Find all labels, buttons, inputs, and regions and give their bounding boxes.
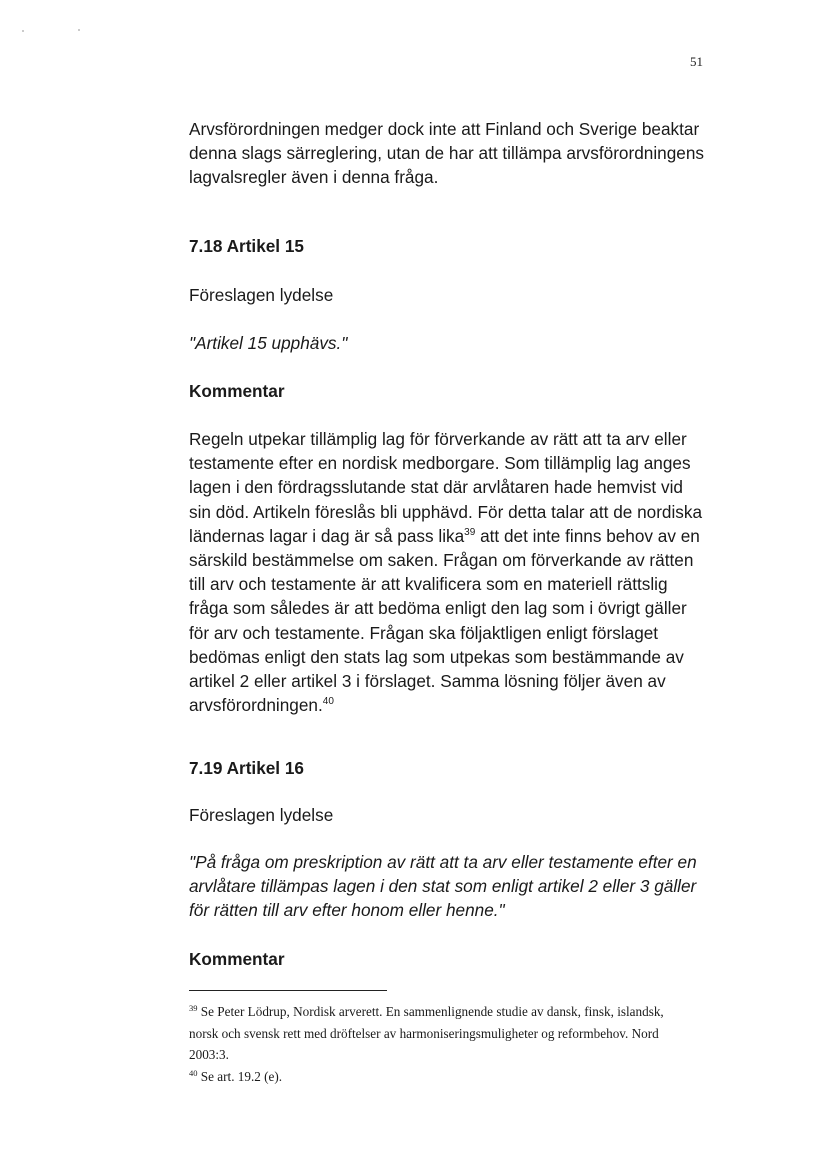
footnote-39 xyxy=(189,1001,689,1066)
footnote-40 xyxy=(189,1066,689,1088)
footnote-separator xyxy=(189,990,387,991)
footnote-number: 39 xyxy=(189,1003,198,1013)
scan-speck xyxy=(22,30,24,32)
section-heading-7-18: 7.18 Artikel 15 xyxy=(189,236,304,256)
footnote-ref-40[interactable]: 40 xyxy=(322,696,334,708)
proposed-wording-label: Föreslagen lydelse xyxy=(189,285,334,305)
footnote-text: Se art. 19.2 (e). xyxy=(200,1068,283,1084)
footnote-number: 40 xyxy=(189,1067,198,1078)
footnote-text: Se Peter Lödrup, Nordisk arverett. En sammenlignende studie av dansk, finsk, islandsk, norsk och svensk rett med dröftelser av harmoniseringsmuligheter og reformbehov. Nord 2003:3. xyxy=(189,1004,664,1062)
intro-paragraph: Arvsförordningen medger dock inte att Finland och Sverige beaktar denna slags särreglering, utan de har att tillämpa arvsförordningens lagvalsregler även i denna fråga. xyxy=(189,119,704,188)
proposed-wording-text: "Artikel 15 upphävs." xyxy=(189,333,348,353)
proposed-wording-label: Föreslagen lydelse xyxy=(189,805,334,825)
comment-paragraph xyxy=(189,427,709,717)
comment-heading: Kommentar xyxy=(189,949,285,969)
section-heading-7-19: 7.19 Artikel 16 xyxy=(189,758,304,778)
scan-speck xyxy=(78,29,80,31)
comment-text-part-1: Regeln utpekar tillämplig lag för förverkande av rätt att ta arv eller testamente efter en nordisk medborgare. Som tillämplig lag anges lagen i den fördragsslutande stat där arvlåtaren hade hemvist vid sin död. Artikeln föreslås bli upphävd. För detta talar att de nordiska ländernas lagar i dag är så pass lika xyxy=(189,429,703,546)
comment-heading: Kommentar xyxy=(189,381,285,401)
page-number: 51 xyxy=(690,54,703,69)
comment-text-part-2: att det inte finns behov av en särskild bestämmelse om saken. Frågan om förverkande av rätten till arv och testamente är att kvalificera som en materiell rättslig fråga som således är att bedöma enligt den lag som i övrigt gäller för arv och testamente. Frågan ska följaktligen enligt förslaget bedömas enligt den stats lag som utpekas som bestämmande av artikel 2 eller artikel 3 i förslaget. Samma lösning följer även av arvsförordningen. xyxy=(189,525,700,716)
proposed-wording-text: "På fråga om preskription av rätt att ta arv eller testamente efter en arvlåtare tillämpas lagen i den stat som enligt artikel 2 eller 3 gäller för rätten till arv efter honom eller henne." xyxy=(189,852,697,921)
footnotes xyxy=(189,1001,689,1087)
footnote-ref-39[interactable]: 39 xyxy=(464,526,476,538)
